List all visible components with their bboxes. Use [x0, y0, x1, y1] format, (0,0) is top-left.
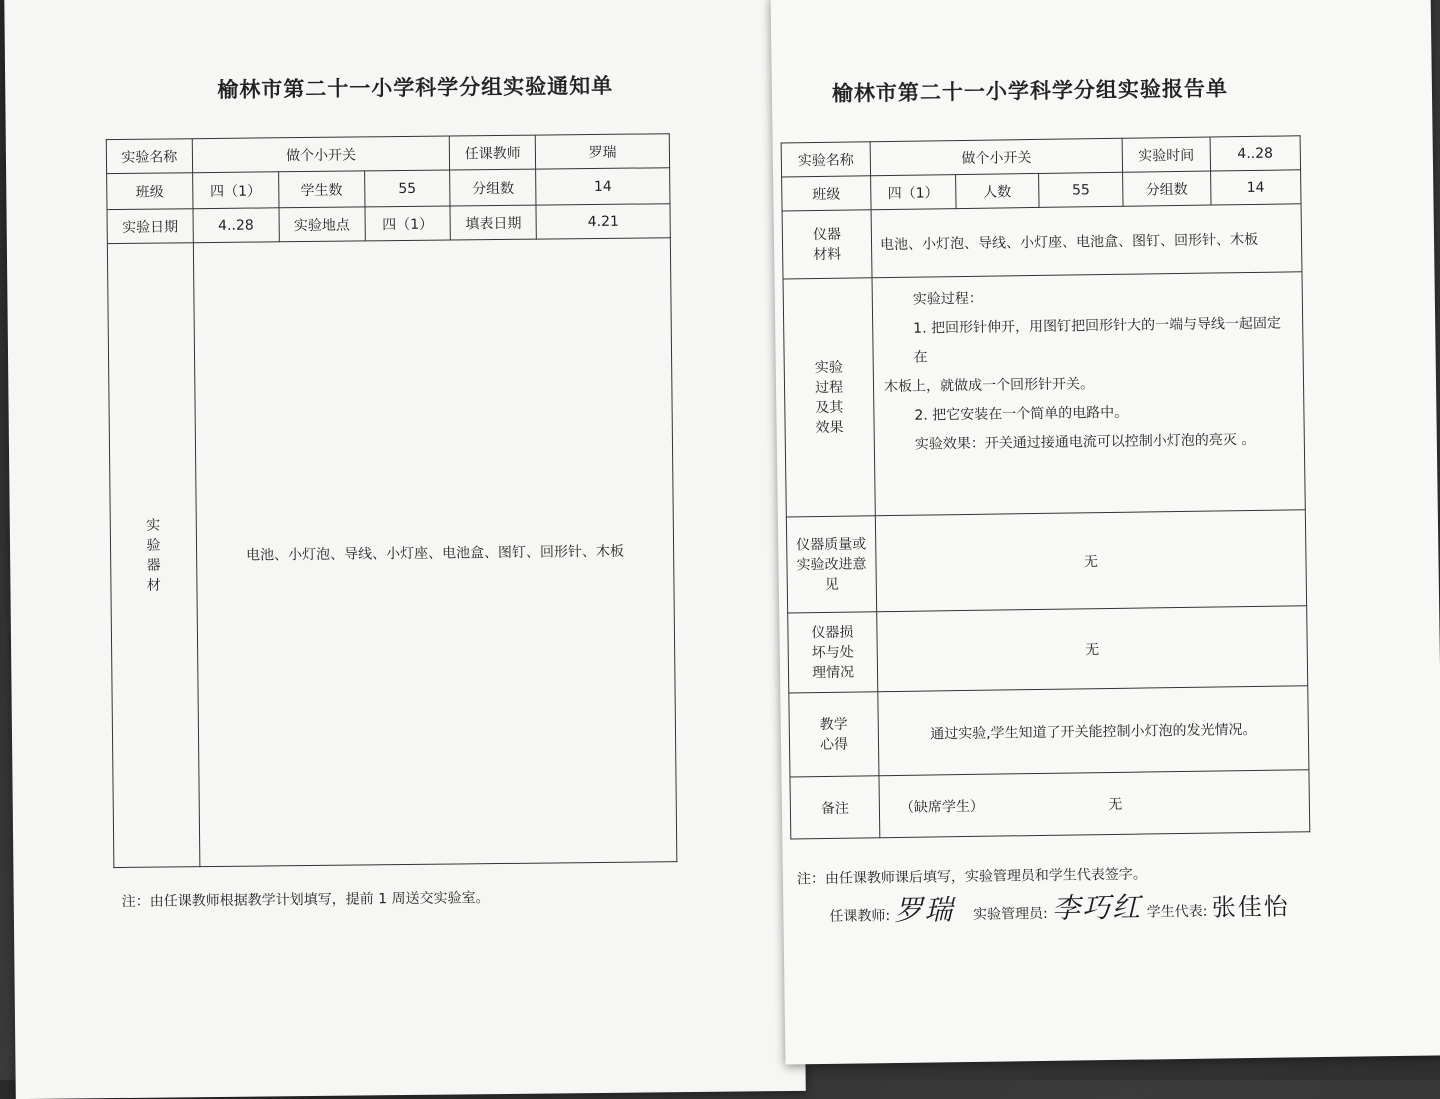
report-people-label: 人数	[955, 173, 1039, 208]
notice-materials-label: 实验器材	[146, 517, 161, 594]
report-remark: 无	[1108, 796, 1123, 813]
teacher-sig-label: 任课教师:	[829, 908, 891, 925]
report-damage-label-cell	[788, 612, 878, 693]
report-instruments-label: 仪器材料	[812, 226, 842, 263]
report-class: 四（1）	[871, 175, 956, 210]
report-signatures	[829, 884, 1290, 930]
notice-footnote: 注：由任课教师根据教学计划填写，提前 1 周送交实验室。	[121, 890, 490, 910]
notice-students-label: 学生数	[278, 171, 364, 208]
notice-sheet	[4, 0, 806, 1099]
report-exp-name-label: 实验名称	[781, 142, 870, 177]
process-step1b: 木板上，就做成一个回形针开关。	[883, 376, 1095, 396]
report-remark-cell	[879, 770, 1310, 838]
report-time: 4..28	[1210, 136, 1301, 171]
report-sheet	[771, 0, 1440, 1065]
notice-groups: 14	[536, 168, 670, 205]
report-process-label-cell	[783, 278, 875, 517]
report-instruments: 电池、小灯泡、导线、小灯座、电池盒、图钉、回形针、木板	[871, 204, 1302, 278]
report-remark-label: 备注	[790, 776, 880, 839]
report-class-label: 班级	[782, 176, 871, 211]
process-step2: 2. 把它安装在一个简单的电路中。	[914, 404, 1129, 424]
notice-teacher: 罗瑞	[535, 134, 669, 169]
report-teaching: 通过实验,学生知道了开关能控制小灯泡的发光情况。	[878, 686, 1309, 776]
admin-signature: 李巧红	[1051, 890, 1143, 925]
notice-date-label: 实验日期	[107, 209, 193, 244]
report-teaching-label: 教学心得	[819, 716, 849, 753]
notice-date: 4..28	[193, 208, 279, 243]
notice-exp-name: 做个小开关	[192, 136, 450, 173]
notice-class-label: 班级	[107, 173, 193, 210]
notice-groups-label: 分组数	[450, 169, 536, 206]
report-quality: 无	[875, 510, 1306, 612]
student-sig-label: 学生代表:	[1146, 903, 1208, 921]
report-table	[781, 135, 1311, 839]
notice-table	[106, 133, 678, 868]
notice-fill-date-label: 填表日期	[450, 205, 536, 240]
report-footnote: 注：由任课教师课后填写，实验管理员和学生代表签字。	[796, 866, 1147, 888]
process-step1a: 1. 把回形针伸开，用图钉把回形针大的一端与导线一起固定在	[913, 315, 1282, 366]
report-groups-label: 分组数	[1123, 171, 1211, 206]
report-damage-label: 仪器损坏与处理情况	[811, 624, 855, 681]
admin-sig-label: 实验管理员:	[972, 905, 1048, 923]
notice-place-label: 实验地点	[279, 207, 365, 242]
process-effect: 实验效果：开关通过接通电流可以控制小灯泡的亮灭 。	[914, 431, 1256, 453]
report-quality-label-cell	[786, 516, 876, 613]
report-remark-note: （缺席学生）	[899, 798, 985, 816]
notice-place: 四（1）	[364, 206, 450, 241]
notice-materials: 电池、小灯泡、导线、小灯座、电池盒、图钉、回形针、木板	[193, 238, 677, 867]
notice-teacher-label: 任课教师	[450, 135, 536, 170]
report-instruments-label-cell	[782, 210, 872, 279]
report-title: 榆林市第二十一小学科学分组实验报告单	[831, 76, 1229, 106]
teacher-signature: 罗瑞	[894, 893, 955, 928]
report-quality-label: 仪器质量或实验改进意见	[796, 535, 867, 593]
report-time-label: 实验时间	[1122, 137, 1210, 172]
report-process	[872, 272, 1305, 516]
notice-materials-label-cell	[107, 243, 199, 868]
report-exp-name: 做个小开关	[870, 138, 1123, 176]
report-damage: 无	[877, 606, 1308, 692]
notice-title: 榆林市第二十一小学科学分组实验通知单	[217, 73, 614, 102]
notice-fill-date: 4.21	[536, 204, 670, 239]
report-teaching-label-cell	[789, 692, 879, 777]
student-signature: 张佳怡	[1211, 892, 1290, 922]
process-heading: 实验过程：	[912, 290, 983, 308]
notice-exp-name-label: 实验名称	[106, 139, 192, 174]
report-people: 55	[1039, 172, 1123, 207]
notice-students: 55	[364, 170, 450, 207]
notice-class: 四（1）	[192, 172, 278, 209]
report-process-label: 实验过程及其效果	[814, 359, 844, 436]
report-groups: 14	[1210, 170, 1301, 205]
